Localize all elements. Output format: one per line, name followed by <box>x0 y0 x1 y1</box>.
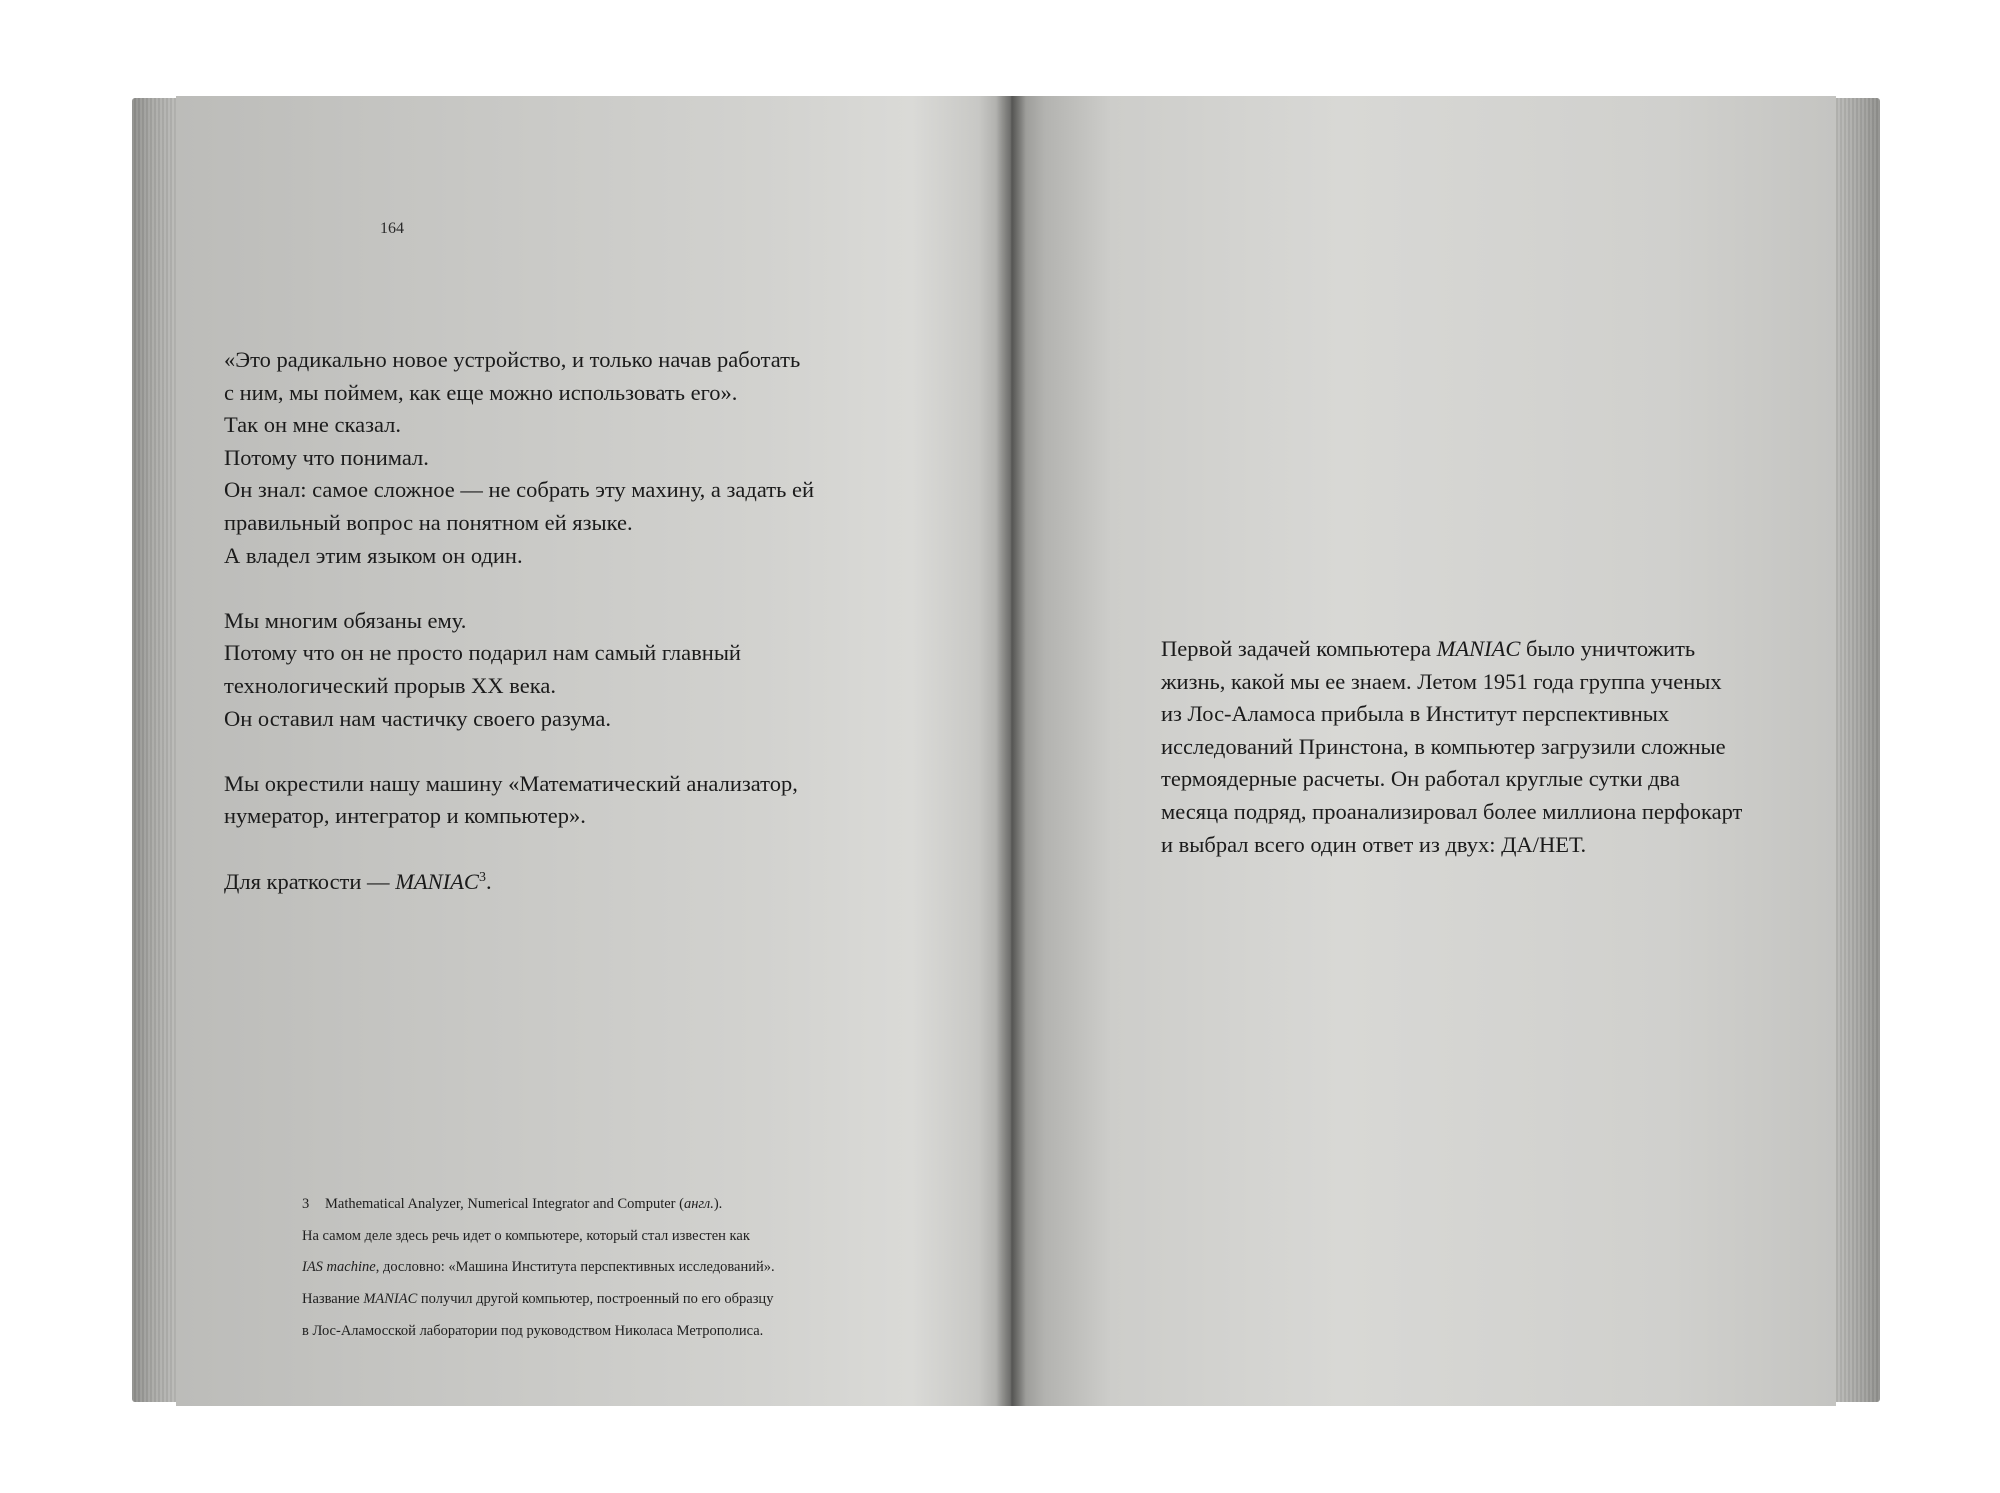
footnote-line: На самом деле здесь речь идет о компьютере, который стал известен как <box>302 1227 750 1244</box>
text-line: Мы многим обязаны ему. <box>224 607 467 633</box>
text-line: нумератор, интегратор и компьютер». <box>224 803 586 829</box>
footnote-line <box>302 1252 982 1284</box>
paragraph-gap <box>224 833 984 866</box>
text-fragment: получил другой компьютер, построенный по его образцу <box>417 1291 774 1308</box>
text-fragment: Для краткости — <box>224 868 396 894</box>
text-fragment: . <box>485 868 492 894</box>
footnote-line: в Лос-Аламосской лаборатории под руководством Николаса Метрополиса. <box>302 1322 764 1339</box>
text-line <box>1161 633 1821 666</box>
footnote-number: 3 <box>302 1196 310 1212</box>
text-line: Он знал: самое сложное — не собрать эту махину, а задать ей <box>224 477 815 503</box>
text-line: «Это радикально новое устройство, и только начав работать <box>224 347 801 372</box>
text-line: из Лос-Аламоса прибыла в Институт перспективных <box>1161 701 1670 727</box>
maniac-term: MANIAC <box>1436 636 1521 661</box>
left-page <box>176 96 1012 1406</box>
text-line: с ним, мы поймем, как еще можно использовать его». <box>224 379 738 405</box>
footnote-line <box>302 1284 982 1316</box>
text-line: Так он мне сказал. <box>224 412 402 438</box>
text-fragment: ). <box>713 1196 723 1212</box>
text-line: А владел этим языком он один. <box>224 542 523 568</box>
text-fragment-italic: англ. <box>683 1196 714 1212</box>
text-fragment: Mathematical Analyzer, Numerical Integrator and Computer ( <box>325 1196 684 1212</box>
book-gutter <box>996 96 1026 1406</box>
text-line: месяца подряд, проанализировал более миллиона перфокарт <box>1161 798 1743 824</box>
left-page-body <box>224 344 984 898</box>
right-page <box>1012 96 1836 1406</box>
text-fragment: было уничтожить <box>1520 636 1696 661</box>
maniac-term: MANIAC <box>395 868 479 894</box>
text-fragment-italic: MANIAC <box>363 1291 418 1308</box>
text-line: Он оставил нам частичку своего разума. <box>224 705 611 731</box>
text-line: жизнь, какой мы ее знаем. Летом 1951 года группа ученых <box>1161 668 1722 694</box>
text-line: исследований Принстона, в компьютер загрузили сложные <box>1161 733 1726 759</box>
text-line: и выбрал всего один ответ из двух: ДА/НЕТ. <box>1161 831 1587 857</box>
text-fragment: Первой задачей компьютера <box>1161 636 1437 661</box>
text-line: Мы окрестили нашу машину «Математический анализатор, <box>224 770 798 796</box>
text-fragment: Название <box>302 1291 364 1308</box>
text-line: правильный вопрос на понятном ей языке. <box>224 509 633 535</box>
text-line-maniac <box>224 866 984 899</box>
right-page-body <box>1161 633 1821 861</box>
text-line: технологический прорыв XX века. <box>224 672 556 698</box>
paragraph-gap <box>224 572 984 605</box>
paragraph-gap <box>224 735 984 768</box>
footnote <box>302 1189 982 1348</box>
text-fragment-italic: IAS machine <box>302 1259 376 1276</box>
text-line: Потому что понимал. <box>224 444 429 470</box>
page-number: 164 <box>380 220 404 237</box>
text-fragment: , дословно: «Машина Института перспективных исследований». <box>375 1259 775 1276</box>
text-line: термоядерные расчеты. Он работал круглые сутки два <box>1161 766 1680 792</box>
text-line: Потому что он не просто подарил нам самый главный <box>224 640 741 666</box>
footnote-reference[interactable]: 3 <box>478 869 486 885</box>
footnote-line <box>302 1189 982 1221</box>
